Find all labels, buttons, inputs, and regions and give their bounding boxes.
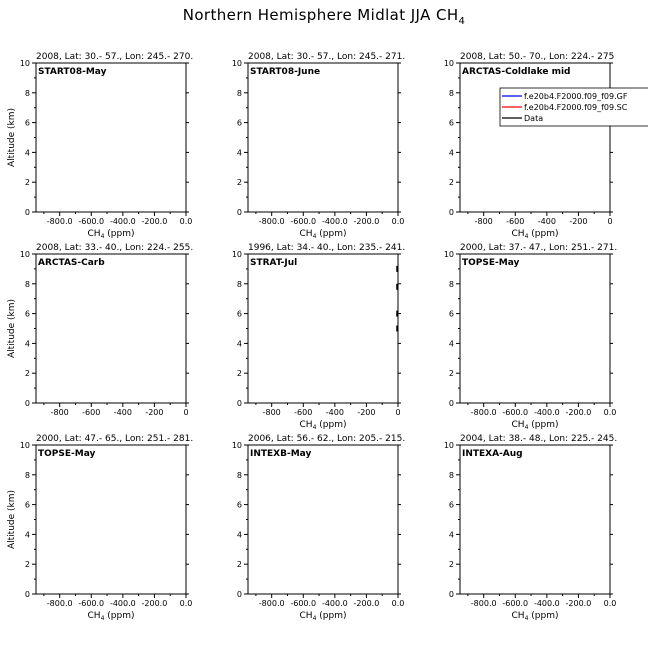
panel-header: 2004, Lat: 38.- 48., Lon: 225.- 245. xyxy=(460,434,618,444)
x-tick-label: -600.0 xyxy=(78,217,105,226)
plot-frame xyxy=(36,63,186,212)
y-tick-label: 6 xyxy=(236,500,242,510)
y-tick-label: 4 xyxy=(448,148,454,158)
x-tick-label: -800.0 xyxy=(46,217,73,226)
y-axis-label: Altitude (km) xyxy=(7,107,17,168)
x-tick-label: -200.0 xyxy=(141,599,168,608)
panel-3 xyxy=(444,52,648,240)
y-tick-label: 4 xyxy=(24,339,30,349)
y-tick-label: 10 xyxy=(443,59,454,68)
campaign-label: STRAT-Jul xyxy=(250,258,298,268)
x-tick-label: -400 xyxy=(113,408,132,417)
x-tick-label: -600 xyxy=(506,217,525,226)
y-tick-label: 8 xyxy=(236,88,242,98)
plot-frame xyxy=(460,445,610,594)
plot-frame xyxy=(460,63,610,212)
x-tick-label: -400 xyxy=(537,217,556,226)
y-tick-label: 10 xyxy=(19,59,30,68)
x-tick-label: -200 xyxy=(357,408,376,417)
x-axis-label: $CH_4$ (ppm) xyxy=(299,611,347,622)
y-tick-label: 6 xyxy=(236,309,242,319)
y-tick-label: 8 xyxy=(24,88,30,98)
x-tick-label: -800.0 xyxy=(258,599,285,608)
y-tick-label: 2 xyxy=(24,560,30,570)
legend-entry-label: Data xyxy=(524,114,544,123)
x-axis-label: $CH_4$ (ppm) xyxy=(87,229,135,240)
y-tick-label: 8 xyxy=(236,470,242,480)
y-tick-label: 0 xyxy=(24,399,30,408)
campaign-label: TOPSE-May xyxy=(462,258,520,268)
x-tick-label: -200.0 xyxy=(353,217,380,226)
panel-6 xyxy=(444,243,617,431)
x-axis-label: $CH_4$ (ppm) xyxy=(511,229,559,240)
y-tick-label: 8 xyxy=(24,470,30,480)
x-tick-label: -400.0 xyxy=(109,217,136,226)
panel-header: 2008, Lat: 50.- 70., Lon: 224.- 275 xyxy=(460,52,615,62)
panel-header: 2008, Lat: 33.- 40., Lon: 224.- 255. xyxy=(36,243,194,253)
x-axis-label: $CH_4$ (ppm) xyxy=(511,611,559,622)
panel-7 xyxy=(7,434,193,622)
y-axis-label: Altitude (km) xyxy=(7,298,17,359)
y-tick-label: 4 xyxy=(236,530,242,540)
y-tick-label: 4 xyxy=(236,339,242,349)
panel-header: 2008, Lat: 30.- 57., Lon: 245.- 270. xyxy=(36,52,194,62)
panel-9 xyxy=(444,434,617,622)
panel-2 xyxy=(232,52,405,240)
y-tick-label: 4 xyxy=(24,530,30,540)
y-tick-label: 0 xyxy=(236,590,242,599)
x-tick-label: -800 xyxy=(50,408,69,417)
x-tick-label: -400 xyxy=(325,408,344,417)
campaign-label: START08-June xyxy=(250,67,321,77)
x-tick-label: -800.0 xyxy=(470,408,497,417)
y-tick-label: 4 xyxy=(448,530,454,540)
y-tick-label: 10 xyxy=(443,250,454,259)
campaign-label: ARCTAS-Carb xyxy=(38,258,105,268)
y-tick-label: 0 xyxy=(24,208,30,217)
y-tick-label: 2 xyxy=(24,369,30,379)
x-tick-label: 0 xyxy=(395,408,401,417)
legend-entry-label: f.e20b4.F2000.f09_f09.GF xyxy=(524,92,628,101)
panel-5 xyxy=(232,243,405,431)
campaign-label: ARCTAS-Coldlake mid xyxy=(462,67,571,77)
x-tick-label: -400.0 xyxy=(321,599,348,608)
x-tick-label: -200.0 xyxy=(141,217,168,226)
y-tick-label: 6 xyxy=(24,309,30,319)
x-tick-label: -600.0 xyxy=(502,599,529,608)
x-tick-label: -800 xyxy=(262,408,281,417)
panel-header: 2006, Lat: 56.- 62., Lon: 205.- 215. xyxy=(248,434,406,444)
panel-1 xyxy=(7,52,193,240)
panel-header: 2008, Lat: 30.- 57., Lon: 245.- 271. xyxy=(248,52,406,62)
plot-frame xyxy=(248,63,398,212)
campaign-label: INTEXB-May xyxy=(250,449,312,459)
y-tick-label: 6 xyxy=(24,500,30,510)
x-tick-label: -600.0 xyxy=(502,408,529,417)
y-tick-label: 8 xyxy=(448,470,454,480)
x-tick-label: -600 xyxy=(82,408,101,417)
x-tick-label: -600.0 xyxy=(290,599,317,608)
x-tick-label: -200.0 xyxy=(565,408,592,417)
y-tick-label: 2 xyxy=(236,178,242,188)
y-tick-label: 10 xyxy=(231,250,242,259)
x-tick-label: -600 xyxy=(294,408,313,417)
y-tick-label: 8 xyxy=(448,88,454,98)
x-tick-label: 0.0 xyxy=(603,408,617,417)
plot-frame xyxy=(248,254,398,403)
y-tick-label: 2 xyxy=(448,369,454,379)
plot-frame xyxy=(460,254,610,403)
y-tick-label: 8 xyxy=(24,279,30,289)
y-tick-label: 6 xyxy=(448,118,454,128)
x-tick-label: -400.0 xyxy=(321,217,348,226)
y-tick-label: 6 xyxy=(448,500,454,510)
x-tick-label: 0 xyxy=(183,408,189,417)
y-tick-label: 2 xyxy=(236,560,242,570)
x-tick-label: -600.0 xyxy=(290,217,317,226)
x-tick-label: -800.0 xyxy=(258,217,285,226)
x-tick-label: 0.0 xyxy=(179,599,193,608)
x-axis-label: $CH_4$ (ppm) xyxy=(87,611,135,622)
panel-header: 2000, Lat: 47.- 65., Lon: 251.- 281. xyxy=(36,434,194,444)
x-axis-label: $CH_4$ (ppm) xyxy=(299,420,347,431)
x-tick-label: 0 xyxy=(607,217,613,226)
x-tick-label: -200.0 xyxy=(565,599,592,608)
campaign-label: INTEXA-Aug xyxy=(462,449,523,459)
y-tick-label: 10 xyxy=(19,250,30,259)
campaign-label: START08-May xyxy=(38,67,107,77)
y-tick-label: 0 xyxy=(448,399,454,408)
x-tick-label: -400.0 xyxy=(533,599,560,608)
y-tick-label: 6 xyxy=(236,118,242,128)
y-tick-label: 10 xyxy=(231,59,242,68)
panel-8 xyxy=(232,434,405,622)
x-axis-label: $CH_4$ (ppm) xyxy=(299,229,347,240)
x-tick-label: -200 xyxy=(569,217,588,226)
x-tick-label: -800.0 xyxy=(470,599,497,608)
panel-header: 1996, Lat: 34.- 40., Lon: 235.- 241. xyxy=(248,243,406,253)
y-tick-label: 10 xyxy=(19,441,30,450)
y-tick-label: 0 xyxy=(448,590,454,599)
x-tick-label: 0.0 xyxy=(179,217,193,226)
plot-frame xyxy=(248,445,398,594)
y-tick-label: 2 xyxy=(24,178,30,188)
x-tick-label: -200.0 xyxy=(353,599,380,608)
plot-frame xyxy=(36,445,186,594)
legend-entry-label: f.e20b4.F2000.f09_f09.SC xyxy=(524,103,628,112)
y-tick-label: 0 xyxy=(24,590,30,599)
y-tick-label: 2 xyxy=(236,369,242,379)
y-tick-label: 8 xyxy=(236,279,242,289)
y-tick-label: 10 xyxy=(443,441,454,450)
x-tick-label: -800.0 xyxy=(46,599,73,608)
panel-header: 2000, Lat: 37.- 47., Lon: 251.- 271. xyxy=(460,243,618,253)
x-tick-label: -400.0 xyxy=(533,408,560,417)
y-tick-label: 4 xyxy=(24,148,30,158)
plot-frame xyxy=(36,254,186,403)
figure-title-subscript: 4 xyxy=(458,16,466,27)
x-tick-label: -800 xyxy=(474,217,493,226)
x-tick-label: 0.0 xyxy=(391,217,405,226)
y-tick-label: 10 xyxy=(231,441,242,450)
y-tick-label: 0 xyxy=(236,208,242,217)
y-tick-label: 2 xyxy=(448,178,454,188)
y-tick-label: 4 xyxy=(448,339,454,349)
y-tick-label: 4 xyxy=(236,148,242,158)
x-tick-label: -200 xyxy=(145,408,164,417)
x-axis-label: $CH_4$ (ppm) xyxy=(511,420,559,431)
x-tick-label: -400.0 xyxy=(109,599,136,608)
x-tick-label: 0.0 xyxy=(391,599,405,608)
y-tick-label: 6 xyxy=(448,309,454,319)
y-tick-label: 2 xyxy=(448,560,454,570)
x-tick-label: -600.0 xyxy=(78,599,105,608)
y-tick-label: 8 xyxy=(448,279,454,289)
y-axis-label: Altitude (km) xyxy=(7,489,17,550)
y-tick-label: 0 xyxy=(448,208,454,217)
panel-4 xyxy=(7,243,193,417)
x-tick-label: 0.0 xyxy=(603,599,617,608)
campaign-label: TOPSE-May xyxy=(38,449,96,459)
figure-title-text: Northern Hemisphere Midlat JJA CH xyxy=(182,6,459,24)
y-tick-label: 6 xyxy=(24,118,30,128)
y-tick-label: 0 xyxy=(236,399,242,408)
